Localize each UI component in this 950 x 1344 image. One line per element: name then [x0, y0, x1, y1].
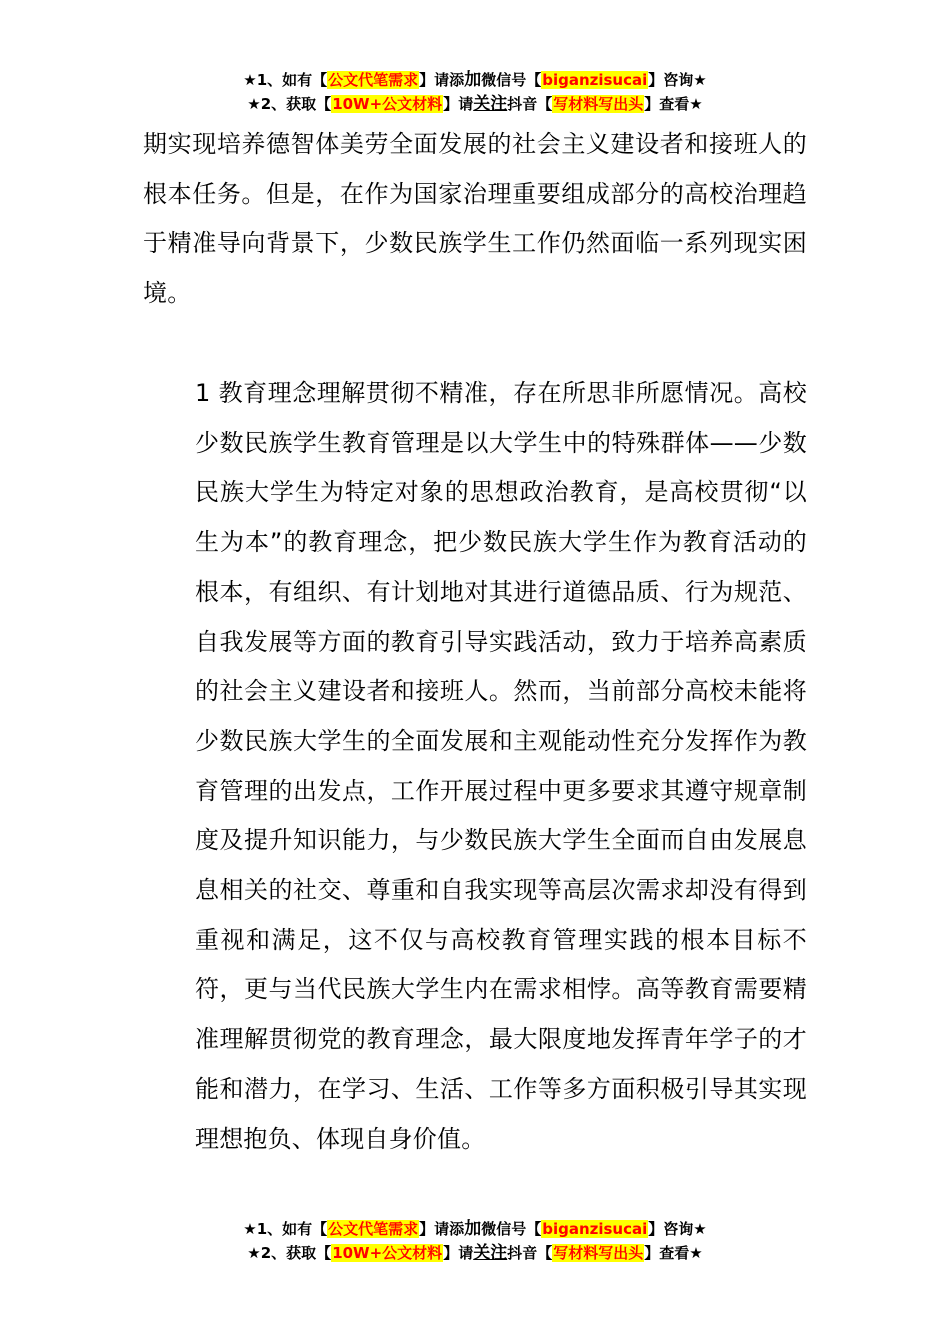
paragraph-2: [143, 369, 807, 1164]
paragraph-1: 期实现培养德智体美劳全面发展的社会主义建设者和接班人的根本任务。但是，在作为国家治理重要组成部分的高校治理趋于精准导向背景下，少数民族学生工作仍然面临一系列现实困境。: [143, 130, 807, 308]
star-icon: ★: [247, 95, 261, 113]
banner-text: 微信号【: [481, 71, 542, 89]
header-line-2: [0, 92, 950, 116]
star-icon: ★: [693, 71, 707, 89]
banner-text: 抖音【: [507, 1244, 553, 1262]
banner-text: 】咨询: [648, 1220, 694, 1238]
banner-text: 1、如有【: [256, 1220, 328, 1238]
star-icon: ★: [693, 1220, 707, 1238]
paragraph-2-text: 1 教育理念理解贯彻不精准，存在所思非所愿情况。高校少数民族学生教育管理是以大学生中的特殊群体——少数民族大学生为特定对象的思想政治教育，是高校贯彻“以生为本”的教育理念，把少数民族大学生作为教育活动的根本，有组织、有计划地对其进行道德品质、行为规范、自我发展等方面的教育引导实践活动，致力于培养高素质的社会主义建设者和接班人。然而，当前部分高校未能将少数民族大学生的全面发展和主观能动性充分发挥作为教育管理的出发点，工作开展过程中更多要求其遵守规章制度及提升知识能力，与少数民族大学生全面而自由发展息息相关的社交、尊重和自我实现等高层次需求却没有得到重视和满足，这不仅与高校教育管理实践的根本目标不符，更与当代民族大学生内在需求相悖。高等教育需要精准理解贯彻党的教育理念，最大限度地发挥青年学子的才能和潜力，在学习、生活、工作等多方面积极引导其实现理想抱负、体现自身价值。: [195, 379, 807, 1153]
star-icon: ★: [689, 95, 703, 113]
banner-emphasis: 关注: [473, 1243, 508, 1263]
banner-emphasis: 加: [464, 70, 482, 90]
footer-banner: [0, 1217, 950, 1265]
banner-text: 2、获取【: [260, 95, 332, 113]
banner-text: 2、获取【: [260, 1244, 332, 1262]
footer-line-2: [0, 1241, 950, 1265]
highlight-service: 公文代笔需求: [328, 1220, 419, 1238]
banner-text: 微信号【: [481, 1220, 542, 1238]
banner-text: 】咨询: [648, 71, 694, 89]
highlight-service: 公文代笔需求: [328, 71, 419, 89]
highlight-wechat-id: biganzisucai: [542, 71, 648, 89]
banner-text: 抖音【: [507, 95, 553, 113]
banner-text: 】请添: [419, 71, 465, 89]
highlight-materials: 10W+公文材料: [332, 1244, 443, 1262]
highlight-materials: 10W+公文材料: [332, 95, 443, 113]
highlight-douyin-account: 写材料写出头: [553, 95, 644, 113]
banner-emphasis: 加: [464, 1219, 482, 1239]
star-icon: ★: [243, 1220, 257, 1238]
header-line-1: [0, 68, 950, 92]
banner-text: 】请添: [419, 1220, 465, 1238]
star-icon: ★: [689, 1244, 703, 1262]
highlight-douyin-account: 写材料写出头: [553, 1244, 644, 1262]
banner-text: 】请: [443, 95, 474, 113]
banner-emphasis: 关注: [473, 94, 508, 114]
banner-text: 】请: [443, 1244, 474, 1262]
star-icon: ★: [247, 1244, 261, 1262]
star-icon: ★: [243, 71, 257, 89]
footer-line-1: [0, 1217, 950, 1241]
banner-text: 1、如有【: [256, 71, 328, 89]
header-banner: [0, 68, 950, 116]
banner-text: 】查看: [644, 95, 690, 113]
banner-text: 】查看: [644, 1244, 690, 1262]
highlight-wechat-id: biganzisucai: [542, 1220, 648, 1238]
